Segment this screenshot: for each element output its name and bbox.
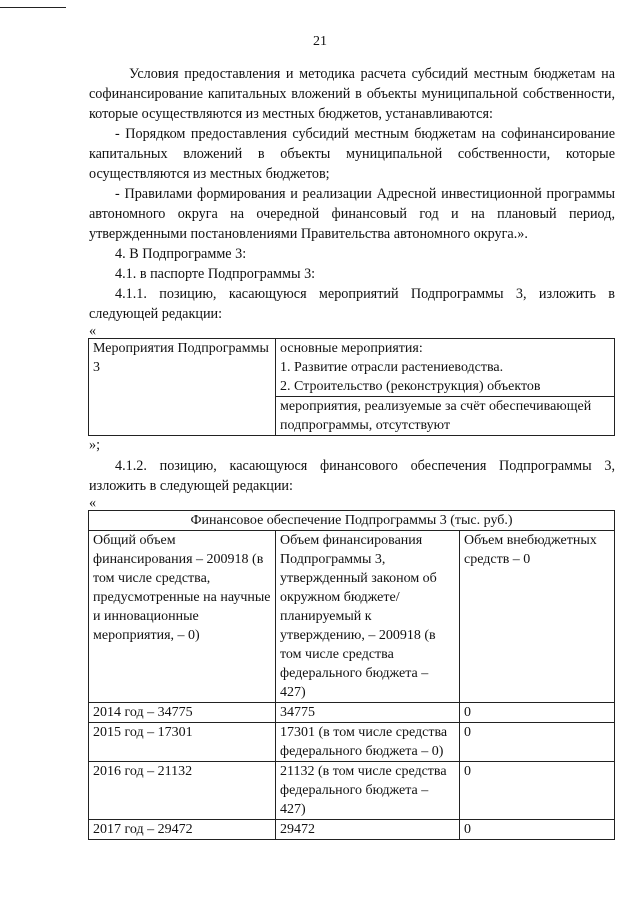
table-cell: 2014 год – 34775: [89, 703, 276, 723]
table-row: [89, 531, 615, 703]
financing-table-title: Финансовое обеспечение Подпрограммы 3 (тыс. руб.): [89, 511, 615, 531]
paragraph: 4.1.2. позицию, касающуюся финансового обеспечения Подпрограммы 3, изложить в следующей редакции:: [89, 458, 615, 494]
table-row: [89, 703, 615, 723]
main-activities: [276, 339, 614, 397]
table-cell: 0: [460, 762, 615, 820]
table-cell: 0: [460, 820, 615, 840]
table-cell: 0: [460, 723, 615, 762]
header-rule: [0, 7, 66, 8]
table-cell: 21132 (в том числе средства федерального бюджета – 427): [276, 762, 460, 820]
paragraph: 4.1. в паспорте Подпрограммы 3:: [115, 266, 316, 282]
table-row: [89, 762, 615, 820]
table-row: [89, 723, 615, 762]
page-number: 21: [313, 34, 327, 49]
table-cell: 2015 год – 17301: [89, 723, 276, 762]
table-cell: 2017 год – 29472: [89, 820, 276, 840]
table-header-cell: Объем внебюджетных средств – 0: [460, 531, 615, 703]
close-quote: »;: [89, 437, 101, 453]
table-header-cell: Общий объем финансирования – 200918 (в том числе средства, предусмотренные на научные и инновационные мероприятия, – 0): [89, 531, 276, 703]
table-header-cell: Объем финансирования Подпрограммы 3, утвержденный законом об окружном бюджете/ планируемый к утверждению, – 200918 (в том числе средства федерального бюджета – 427): [276, 531, 460, 703]
document-body: [89, 64, 615, 840]
table-row: [89, 820, 615, 840]
paragraph: 4. В Подпрограмме 3:: [115, 246, 247, 262]
table-cell: 17301 (в том числе средства федерального бюджета – 0): [276, 723, 460, 762]
activities-content-cell: [276, 339, 615, 436]
main-activity-item: 1. Развитие отрасли растениеводства.: [280, 360, 504, 375]
main-activities-title: основные мероприятия:: [280, 341, 423, 356]
table-cell: 29472: [276, 820, 460, 840]
financing-table: [88, 510, 615, 840]
activities-table: [88, 338, 615, 436]
open-quote: «: [89, 323, 97, 339]
paragraph: 4.1.1. позицию, касающуюся мероприятий Подпрограммы 3, изложить в следующей редакции:: [89, 286, 615, 322]
secondary-activities: мероприятия, реализуемые за счёт обеспечивающей подпрограммы, отсутствуют: [280, 399, 592, 433]
main-activity-item: 2. Строительство (реконструкция) объектов: [280, 379, 541, 394]
paragraph: - Порядком предоставления субсидий местным бюджетам на софинансирование капитальных вложений в объекты муниципальной собственности, которые осуществляются из местных бюджетов;: [89, 126, 615, 182]
paragraph: - Правилами формирования и реализации Адресной инвестиционной программы автономного округа на очередной финансовый год и на плановый период, утвержденными постановлениями Правительства автономного округа.».: [89, 186, 615, 242]
table-cell: 2016 год – 21132: [89, 762, 276, 820]
open-quote: «: [89, 495, 97, 511]
table-cell: 0: [460, 703, 615, 723]
table-cell: 34775: [276, 703, 460, 723]
paragraph: Условия предоставления и методика расчета субсидий местным бюджетам на софинансирование капитальных вложений в объекты муниципальной собственности, которые осуществляются из местных бюджетов, устанавливаются:: [89, 66, 615, 122]
activities-label-cell: Мероприятия Подпрограммы 3: [89, 339, 276, 436]
